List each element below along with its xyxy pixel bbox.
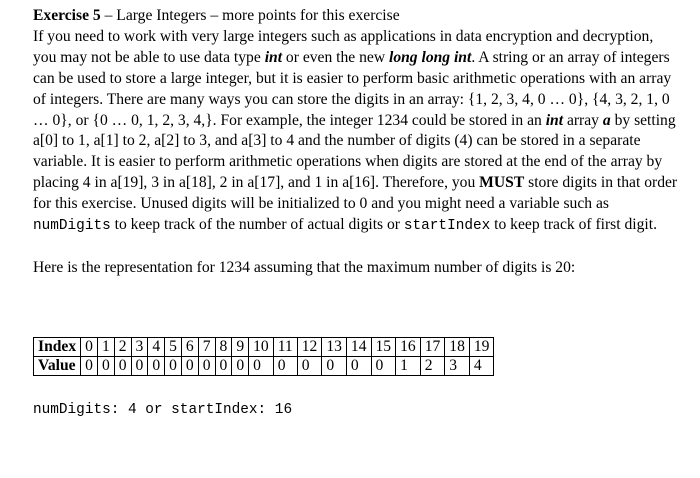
paragraph-text: array: [563, 111, 603, 129]
exercise-heading: [33, 6, 678, 27]
value-cell: 0: [273, 357, 297, 376]
value-cell: 3: [445, 357, 470, 376]
index-cell: 12: [297, 338, 322, 357]
digit-array-table: [33, 337, 494, 376]
paragraph-text: . A string or an array of integers can be used to store a large integer, but it is easier to perform basic arithmetic operations with an array of integers. There are many ways you can store the digits in an array: {1, 2, 3, 4, 0 … 0}, {4, 3, 2, 1, 0 … 0}, or {0 … 0, 1, 2, 3, 4,}. For example, the integer 1234 could be stored in an: [33, 48, 672, 129]
paragraph-text: to keep track of the number of actual digits or: [110, 216, 404, 234]
code-startindex: startIndex: [403, 218, 491, 235]
index-cell: 18: [445, 338, 470, 357]
exercise-paragraph-1: [33, 27, 678, 237]
value-cell: 0: [181, 357, 198, 376]
index-cell: 7: [198, 338, 215, 357]
type-int: int: [264, 48, 283, 66]
index-cell: 8: [215, 338, 232, 357]
paragraph-text: If you need to work with very large integers such as applications in data encryption and decryption, you may not be able to use data type: [33, 27, 654, 66]
value-cell: 0: [215, 357, 232, 376]
index-cell: 10: [249, 338, 274, 357]
paragraph-text: by setting a[0] to 1, a[1] to 2, a[2] to 3, and a[3] to 4 and the number of digits (4) can be stored in a separate variable. It is easier to perform arithmetic operations when digits are stored at the end of the array by placing 4 in a[19], 3 in a[18], 2 in a[17], and 1 in a[16]. Therefore, you: [33, 111, 676, 192]
code-numdigits: numDigits: [33, 218, 111, 235]
index-cell: 2: [114, 338, 131, 357]
index-cell: 9: [232, 338, 249, 357]
paragraph-text: or even the new: [282, 48, 389, 66]
paragraph-text: store digits in that order for this exercise. Unused digits will be initialized to 0 and you might need a variable such as: [33, 174, 678, 213]
value-cell: 0: [249, 357, 274, 376]
exercise-subtitle: – Large Integers – more points for this exercise: [100, 7, 400, 24]
index-cell: 4: [148, 338, 165, 357]
index-cell: 1: [97, 338, 114, 357]
index-cell: 11: [273, 338, 297, 357]
must-emphasis: MUST: [479, 174, 525, 192]
value-cell: 0: [97, 357, 114, 376]
value-cell: 0: [346, 357, 371, 376]
value-cell: 2: [420, 357, 445, 376]
value-cell: 4: [469, 357, 494, 376]
value-cell: 0: [232, 357, 249, 376]
index-cell: 5: [165, 338, 182, 357]
index-cell: 15: [371, 338, 396, 357]
index-cell: 0: [81, 338, 98, 357]
index-cell: 16: [396, 338, 421, 357]
index-cell: 19: [469, 338, 494, 357]
code-footer: numDigits: 4 or startIndex: 16: [33, 402, 293, 418]
value-cell: 0: [131, 357, 148, 376]
exercise-document: [33, 6, 678, 279]
value-cell: 0: [81, 357, 98, 376]
paragraph-text: to keep track of first digit.: [490, 216, 657, 234]
value-cell: 0: [148, 357, 165, 376]
index-cell: 14: [346, 338, 371, 357]
value-cell: 0: [297, 357, 322, 376]
index-cell: 13: [322, 338, 347, 357]
exercise-title: Exercise 5: [33, 7, 101, 24]
type-int: int: [545, 111, 564, 129]
index-cell: 6: [181, 338, 198, 357]
exercise-paragraph-2: Here is the representation for 1234 assuming that the maximum number of digits is 20:: [33, 258, 576, 276]
value-cell: 0: [371, 357, 396, 376]
index-cell: 3: [131, 338, 148, 357]
array-name-a: a: [602, 111, 611, 129]
value-cell: 0: [322, 357, 347, 376]
index-row: [34, 338, 494, 357]
index-cell: 17: [420, 338, 445, 357]
value-header: Value: [34, 357, 81, 376]
value-cell: 0: [114, 357, 131, 376]
index-header: Index: [34, 338, 81, 357]
value-row: [34, 357, 494, 376]
value-cell: 0: [198, 357, 215, 376]
type-long-long-int: long long int: [388, 48, 472, 66]
value-cell: 1: [396, 357, 421, 376]
value-cell: 0: [165, 357, 182, 376]
